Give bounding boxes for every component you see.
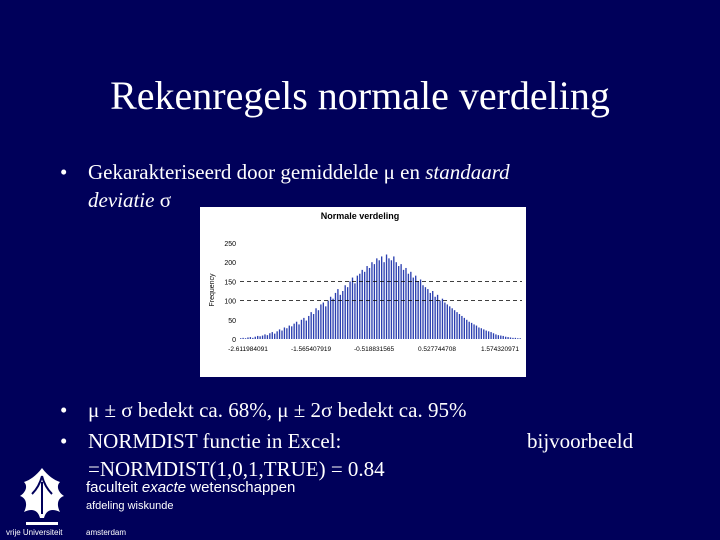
histogram-bar [452, 308, 453, 339]
histogram-bar [381, 256, 382, 339]
histogram-bar [342, 291, 343, 339]
university-logo-icon [6, 462, 78, 534]
city-name: amsterdam [86, 528, 127, 537]
histogram-bar [269, 333, 270, 339]
department-name: afdeling wiskunde [86, 500, 174, 512]
histogram-bar [349, 281, 350, 339]
histogram-bar [405, 268, 406, 339]
histogram-bar [276, 331, 277, 339]
x-tick-label: 0.527744708 [418, 346, 456, 353]
bullet-marker: • [60, 398, 68, 422]
histogram-bar [259, 336, 260, 339]
histogram-bar [345, 285, 346, 339]
histogram-bar [291, 326, 292, 339]
histogram-bar [376, 258, 377, 339]
histogram-bar [332, 299, 333, 339]
histogram-bar [279, 329, 280, 339]
histogram-bar [417, 281, 418, 339]
histogram-bar [464, 318, 465, 339]
histogram-bar [456, 312, 457, 339]
y-tick-label: 100 [224, 298, 236, 306]
bullet-3-text [88, 427, 385, 483]
histogram-bar [444, 303, 445, 339]
histogram-bar [442, 299, 443, 339]
histogram-bar [517, 338, 518, 339]
histogram-bar [364, 272, 365, 339]
histogram-bar [281, 331, 282, 339]
histogram-bar [366, 266, 367, 339]
faculty-name-prefix: faculteit [86, 479, 142, 496]
histogram-bar [415, 276, 416, 339]
histogram-bar [432, 291, 433, 339]
histogram-bar [289, 326, 290, 339]
histogram-bar [371, 262, 372, 339]
histogram-bar [420, 279, 421, 339]
histogram-bar [466, 320, 467, 339]
histogram-bar [274, 334, 275, 339]
x-tick-label: -2.611984091 [228, 346, 268, 353]
histogram-bar [461, 316, 462, 339]
y-tick-label: 50 [228, 317, 236, 325]
histogram-bar [505, 337, 506, 339]
histogram-bar [325, 306, 326, 339]
histogram-bar [391, 260, 392, 339]
histogram-bar [507, 337, 508, 339]
y-tick-label: 0 [232, 337, 236, 344]
bullet-1-line2: σ [154, 188, 172, 212]
histogram-bar [369, 268, 370, 339]
histogram-bar [357, 276, 358, 339]
histogram-bar [520, 338, 521, 339]
x-tick-label: -1.565407919 [290, 346, 332, 353]
histogram-bar [335, 293, 336, 339]
bullet-1-text [88, 158, 510, 214]
faculty-name-em: exacte [141, 479, 187, 496]
histogram-bar [252, 338, 253, 339]
histogram-bar [340, 295, 341, 339]
histogram-bar [430, 293, 431, 339]
histogram-bar [408, 274, 409, 339]
histogram-bar [337, 289, 338, 339]
histogram-bar [298, 324, 299, 339]
bullet-1-line1-italic: standaard [425, 160, 510, 184]
histogram-bar [469, 322, 470, 339]
histogram-bar [410, 272, 411, 339]
y-tick-label: 200 [224, 260, 236, 268]
histogram-bar [386, 255, 387, 339]
histogram-bar [495, 334, 496, 339]
histogram-bar [284, 327, 285, 339]
bullet-3-right-text: bijvoorbeeld [527, 429, 634, 453]
histogram-bar [425, 287, 426, 339]
histogram-bar [434, 297, 435, 339]
histogram-bar [242, 338, 243, 339]
histogram-bar [374, 264, 375, 339]
histogram-bar [379, 260, 380, 339]
histogram-bar [498, 335, 499, 339]
slide-title: Rekenregels normale verdeling [110, 73, 610, 118]
histogram-bar [413, 278, 414, 339]
histogram-bar [439, 301, 440, 339]
histogram-bar [493, 333, 494, 339]
x-tick-label: -0.518831565 [353, 346, 395, 353]
bullet-1-line2-italic: deviatie [88, 188, 155, 212]
bullet-marker: • [60, 429, 68, 453]
histogram-bar [510, 337, 511, 339]
histogram-bar [306, 321, 307, 339]
histogram-bar [500, 336, 501, 339]
histogram-bar [323, 303, 324, 339]
histogram-bar [449, 306, 450, 339]
histogram-bar [296, 322, 297, 339]
faculty-name [86, 479, 295, 496]
histogram-bar [262, 336, 263, 339]
university-name: vrije Universiteit [6, 528, 63, 537]
bullet-2-text: μ ± σ bedekt ca. 68%, μ ± 2σ bedekt ca. 95% [88, 398, 467, 422]
bullet-marker: • [60, 160, 68, 184]
histogram-bar [512, 338, 513, 339]
chart-ylabel: Frequency [209, 273, 216, 307]
histogram-bar [481, 328, 482, 339]
histogram-bar [330, 297, 331, 339]
histogram-bar [286, 328, 287, 339]
histogram-bar [478, 327, 479, 339]
chart-title: Normale verdeling [320, 211, 400, 221]
bullet-3-line1: NORMDIST functie in Excel: [88, 429, 342, 453]
bullet-3-line2: =NORMDIST(1,0,1,TRUE) = 0.84 [88, 457, 385, 481]
histogram-bar [359, 274, 360, 339]
histogram-bar [393, 256, 394, 339]
histogram-bar [293, 324, 294, 339]
histogram-bar [267, 335, 268, 339]
histogram-bar [388, 258, 389, 339]
histogram-bar [257, 336, 258, 339]
histogram-bar [362, 270, 363, 339]
histogram-bar [490, 332, 491, 339]
histogram-bar [471, 323, 472, 339]
histogram-bar [454, 310, 455, 339]
histogram-bar [422, 285, 423, 339]
histogram-bar [311, 312, 312, 339]
histogram-bar [486, 331, 487, 339]
histogram-bar [437, 295, 438, 339]
histogram-bar [476, 326, 477, 339]
histogram-bar [272, 332, 273, 339]
histogram-bar [250, 337, 251, 339]
histogram-bar [320, 304, 321, 339]
histogram-bar [303, 318, 304, 339]
histogram-bar [315, 308, 316, 339]
y-tick-label: 250 [224, 241, 236, 248]
histogram-bar [255, 337, 256, 339]
histogram-bar [400, 264, 401, 339]
histogram-bar [328, 301, 329, 339]
histogram-bar [447, 304, 448, 339]
histogram-bar [515, 338, 516, 339]
histogram-bar [398, 266, 399, 339]
bullet-1-line1: Gekarakteriseerd door gemiddelde μ en [88, 160, 426, 184]
histogram-bar [318, 310, 319, 339]
histogram-bar [354, 283, 355, 339]
histogram-bar [347, 287, 348, 339]
histogram-bar [352, 278, 353, 339]
histogram-bar [503, 336, 504, 339]
y-tick-label: 150 [224, 279, 236, 287]
histogram-bar [403, 270, 404, 339]
histogram-bar [473, 324, 474, 339]
histogram-bar [483, 329, 484, 339]
histogram-bar [245, 338, 246, 339]
histogram-bar [459, 314, 460, 339]
histogram-bar [301, 320, 302, 339]
histogram-bar [240, 338, 241, 339]
histogram-bar [308, 316, 309, 339]
faculty-name-suffix: wetenschappen [186, 479, 296, 496]
x-tick-label: 1.574320971 [481, 346, 519, 353]
histogram-bar [264, 334, 265, 339]
histogram-bar [313, 314, 314, 339]
histogram-bar [427, 289, 428, 339]
histogram-chart [200, 207, 526, 377]
histogram-bar [488, 331, 489, 339]
chart-image [200, 207, 526, 377]
histogram-bar [247, 337, 248, 339]
